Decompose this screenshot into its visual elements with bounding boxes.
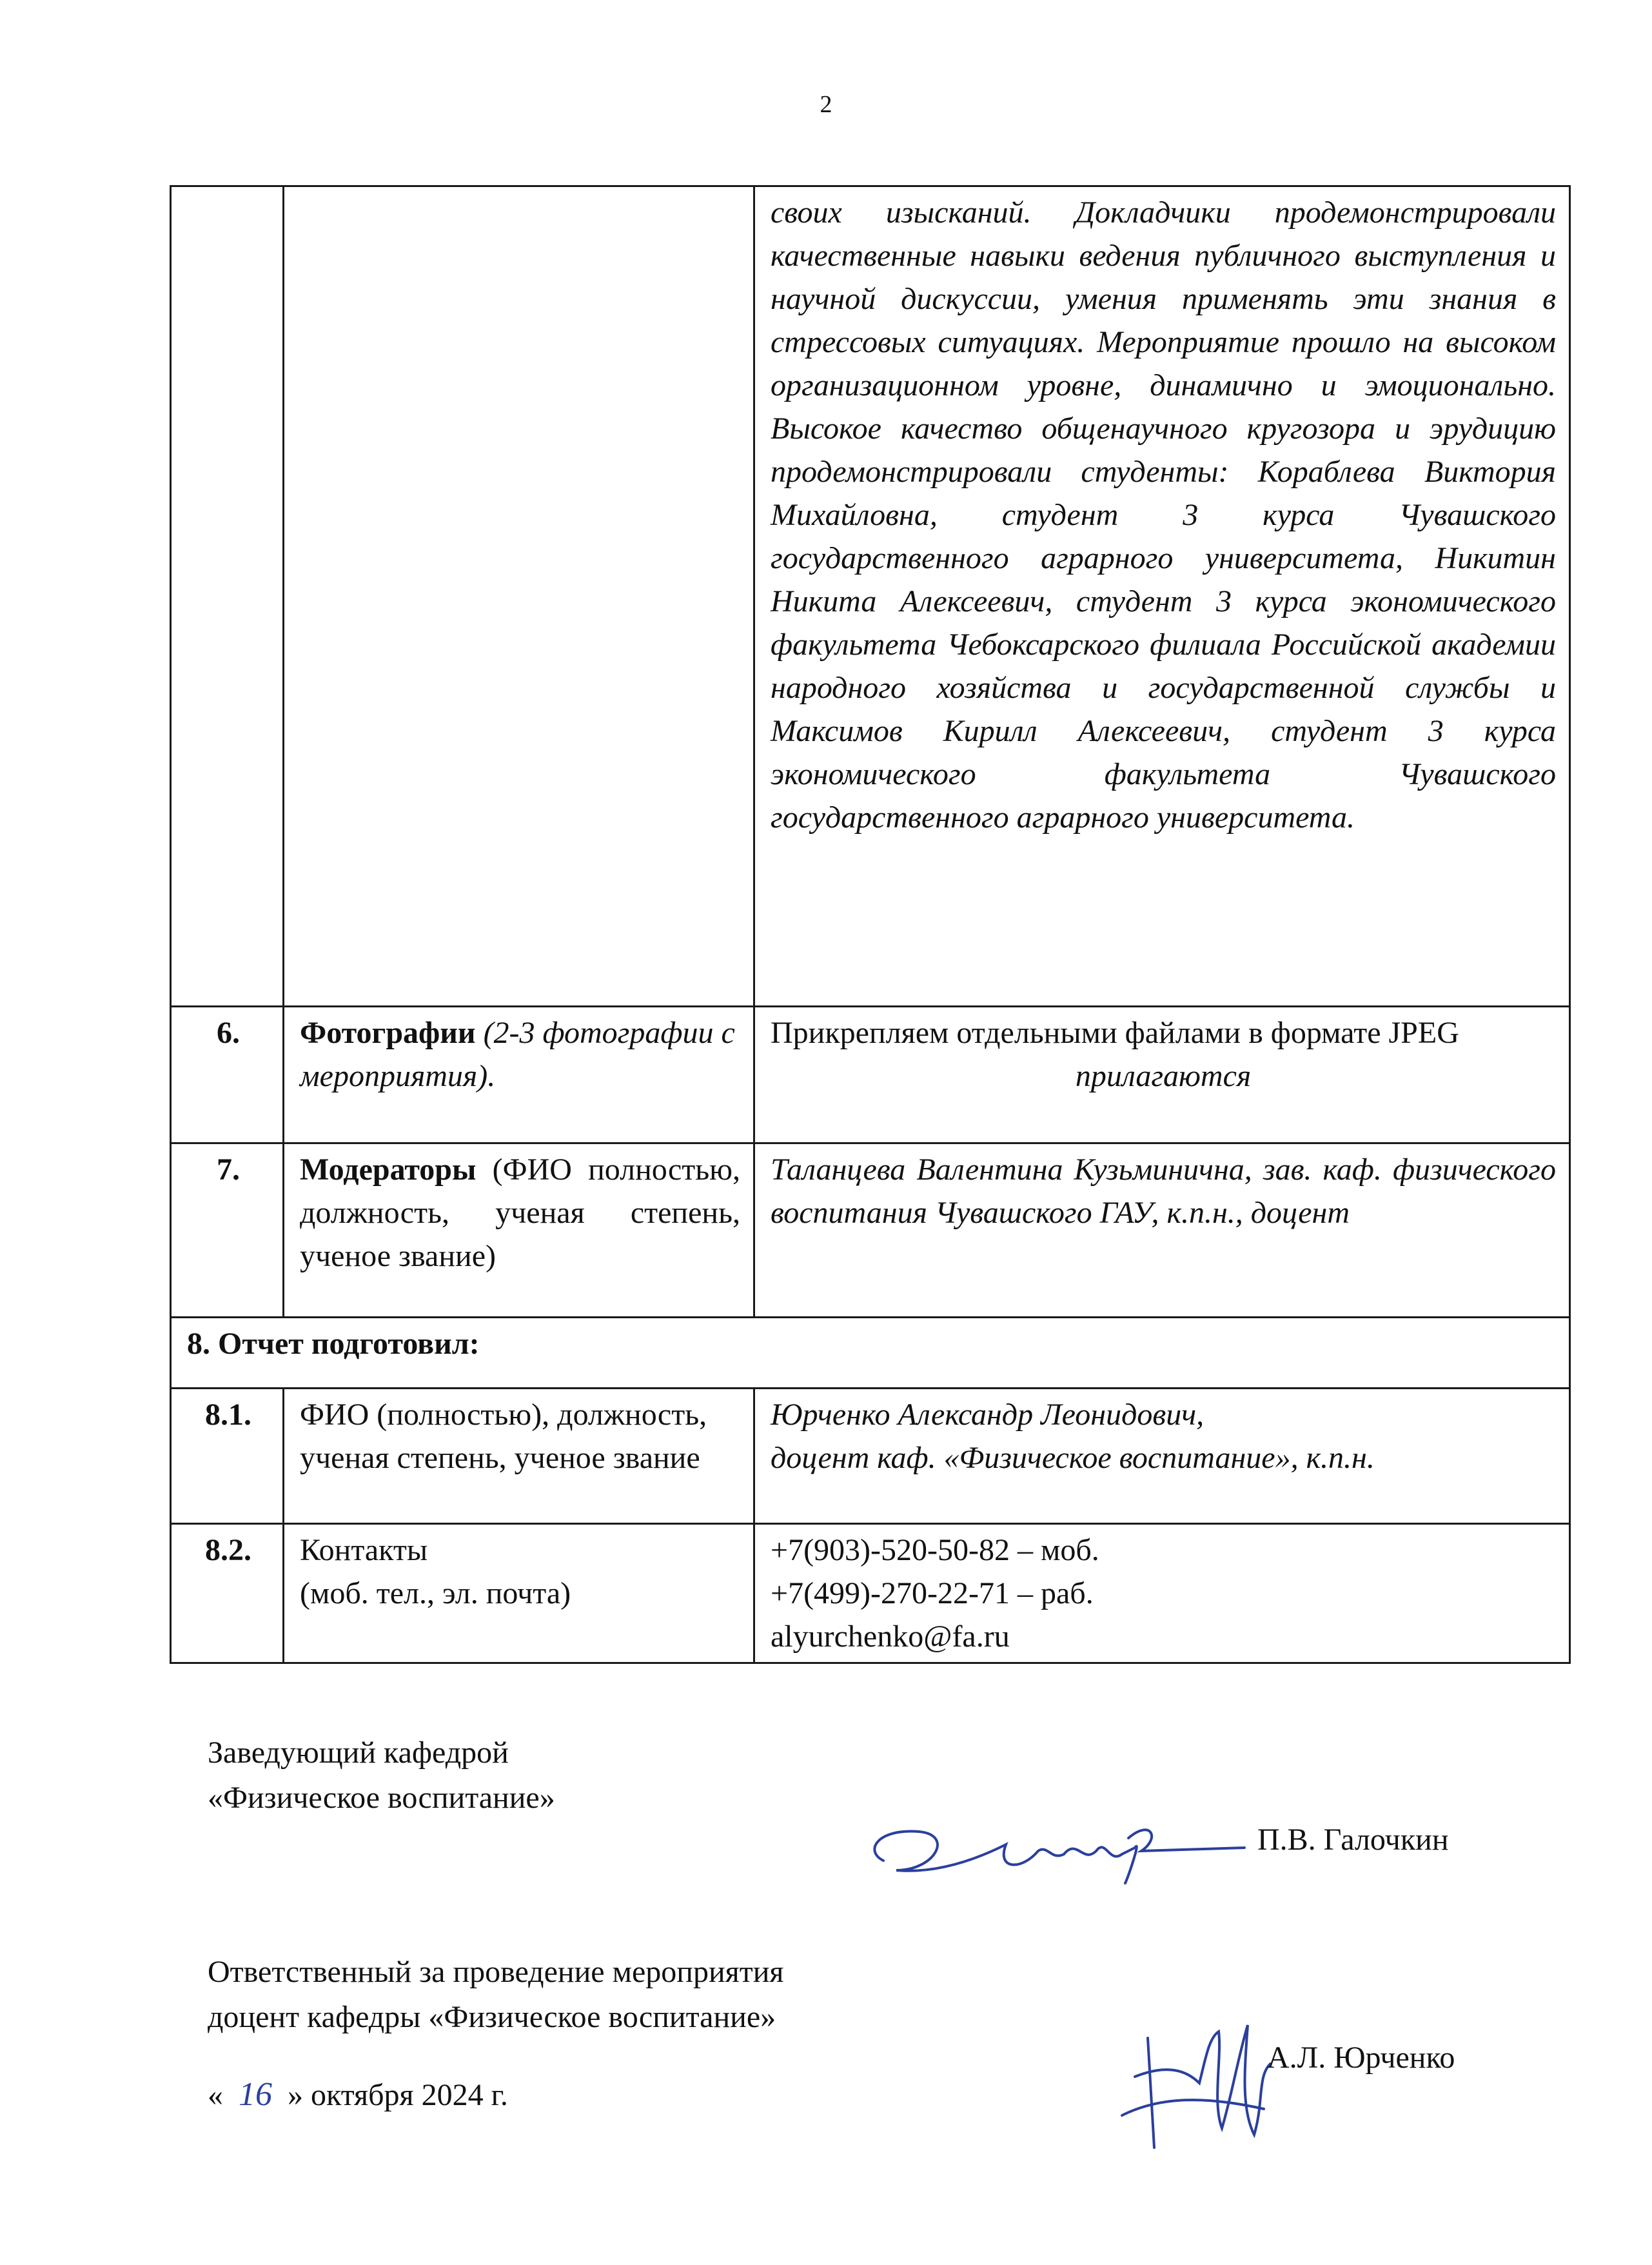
table-row-continuation [171,186,1570,1007]
value-line: доцент каф. «Физическое воспитание», к.п.н. [771,1441,1375,1475]
table-row-8-2 [171,1524,1570,1663]
cell-continuation-text: своих изысканий. Докладчики продемонстрировали качественные навыки ведения публичного выступления и научной дискуссии, умения применять эти знания в стрессовых ситуациях. Мероприятие прошло на высоком организационном уровне, динамично и эмоционально. Высокое качество общенаучного кругозора и эрудицию продемонстрировали студенты: Кораблева Виктория Михайловна, студент 3 курса Чувашского государственного аграрного университета, Никитин Никита Алексеевич, студент 3 курса экономического факультета Чебоксарского филиала Российской академии народного хозяйства и государственной службы и Максимов Кирилл Алексеевич, студент 3 курса экономического факультета Чувашского государственного аграрного университета. [754,186,1570,1007]
date-rest: » октября 2024 г. [288,2078,508,2112]
head-title [208,1730,555,1821]
section-heading: 8. Отчет подготовил: [171,1318,1570,1389]
value-text: Прикрепляем отдельными файлами в формате JPEG [771,1016,1459,1050]
report-table [170,185,1571,1664]
responsible-title-line: Ответственный за проведение мероприятия [208,1955,784,1989]
value-note: прилагаются [1075,1059,1252,1093]
label-line: (моб. тел., эл. почта) [300,1576,571,1610]
phone-work: +7(499)-270-22-71 – раб. [771,1576,1094,1610]
row-value: Таланцева Валентина Кузьминична, зав. каф. физического воспитания Чувашского ГАУ, к.п.н., доцент [754,1143,1570,1318]
responsible-title-line: доцент кафедры «Физическое воспитание» [208,2000,776,2034]
row-label [284,1524,754,1663]
label-bold: Фотографии [300,1016,476,1050]
row-label: ФИО (полностью), должность, ученая степень, ученое звание [284,1389,754,1524]
row-label [284,1143,754,1318]
email: alyurchenko@fa.ru [771,1619,1010,1654]
label-bold: Модераторы [300,1152,477,1187]
row-value [754,1524,1570,1663]
head-title-line: Заведующий кафедрой [208,1736,509,1770]
responsible-title [208,1950,783,2040]
table-row-7 [171,1143,1570,1318]
label-italic: (2-3 фотографии с мероприятия). [300,1016,735,1093]
label-line: Контакты [300,1533,428,1567]
table-row-8 [171,1318,1570,1389]
date-day-handwritten: 16 [239,2076,272,2113]
row-number: 8.1. [171,1389,284,1524]
page-number: 2 [820,91,832,118]
row-value [754,1007,1570,1143]
table-row-8-1 [171,1389,1570,1524]
head-name: П.В. Галочкин [1257,1823,1449,1857]
row-label [284,1007,754,1143]
cell-num-empty [171,186,284,1007]
head-title-line: «Физическое воспитание» [208,1781,555,1815]
label-rest: (ФИО полностью, должность, ученая степень, ученое звание) [300,1152,741,1273]
value-line: Юрченко Александр Леонидович, [771,1398,1205,1432]
head-signature [858,1799,1257,1890]
cell-label-empty [284,186,754,1007]
row-number: 7. [171,1143,284,1318]
date-open-quote: « [208,2078,223,2112]
sign-date [208,2072,508,2118]
responsible-signature [1109,1999,1277,2161]
table-row-6 [171,1007,1570,1143]
responsible-name: А.Л. Юрченко [1267,2041,1455,2075]
row-value [754,1389,1570,1524]
row-number: 6. [171,1007,284,1143]
row-number: 8.2. [171,1524,284,1663]
phone-mobile: +7(903)-520-50-82 – моб. [771,1533,1099,1567]
